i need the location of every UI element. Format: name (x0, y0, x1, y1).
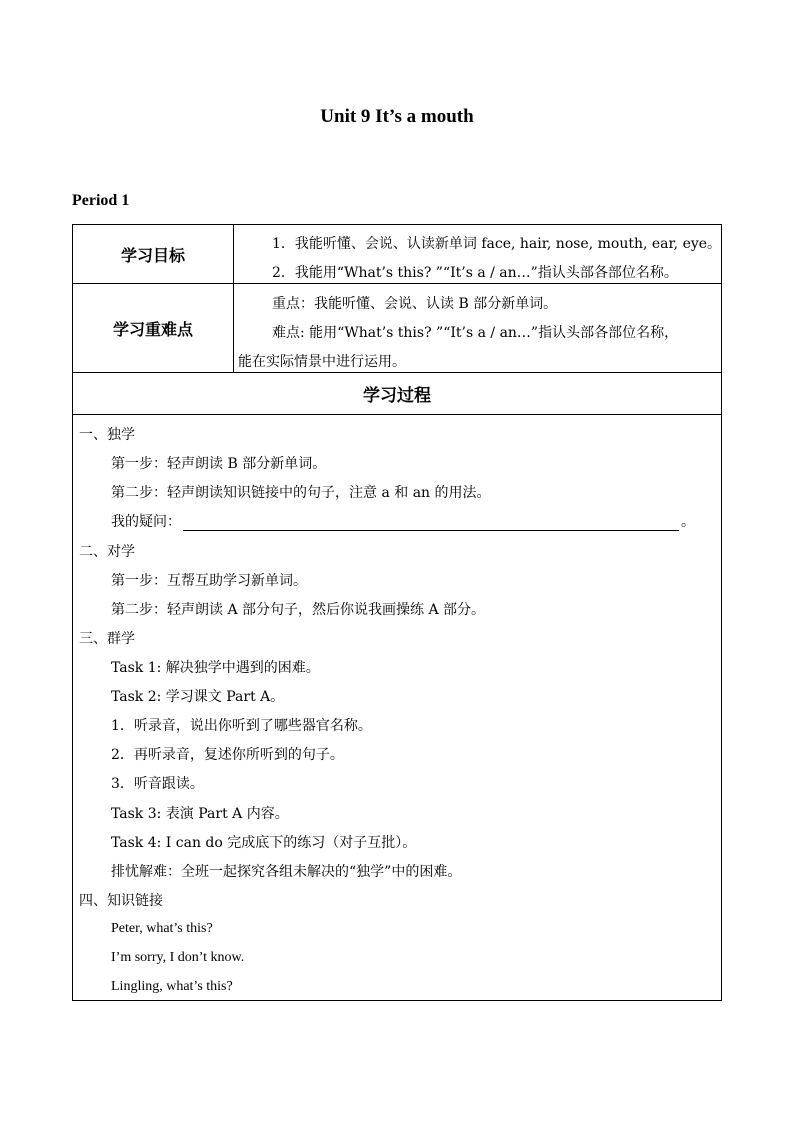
process-content (73, 415, 721, 1000)
section-heading: 三、群学 (79, 631, 135, 647)
task-item: Task 1: 解决独学中遇到的困难。 (111, 660, 320, 676)
key-point-line: 重点：我能听懂、会说、认读 B 部分新单词。 (272, 296, 558, 312)
question-blank[interactable] (183, 516, 679, 531)
section-heading: 四、知识链接 (79, 893, 163, 909)
process-step: 第二步：轻声朗读知识链接中的句子，注意 a 和 an 的用法。 (111, 485, 491, 501)
objectives-row (73, 225, 721, 284)
key-points-content (234, 284, 721, 372)
task-substep: 3．听音跟读。 (111, 776, 204, 792)
difficulty-line: 难点: 能用“What’s this? ”“It’s a / an…”指认头部各部位名称， (272, 325, 679, 341)
objective-item: 2．我能用“What’s this? ”“It’s a / an…”指认头部各部位名称。 (272, 265, 678, 281)
document-title: Unit 9 It’s a mouth (320, 106, 474, 127)
key-points-label: 学习重难点 (73, 284, 234, 372)
section-heading: 二、对学 (79, 544, 135, 560)
process-heading: 学习过程 (73, 373, 721, 415)
difficulty-line-cont: 能在实际情景中进行运用。 (238, 354, 406, 370)
section-heading: 一、独学 (79, 427, 135, 443)
task-substep: 1．听录音，说出你听到了哪些器官名称。 (111, 718, 372, 734)
key-points-row (73, 284, 721, 373)
task-item: Task 4: I can do 完成底下的练习（对子互批）。 (111, 835, 417, 851)
objective-item: 1．我能听懂、会说、认读新单词 face, hair, nose, mouth, ear, eye。 (272, 236, 722, 252)
period-label: Period 1 (72, 192, 130, 209)
process-step: 第一步：互帮互助学习新单词。 (111, 573, 307, 589)
task-substep: 2．再听录音，复述你所听到的句子。 (111, 747, 344, 763)
task-item: Task 3: 表演 Part A 内容。 (111, 806, 289, 822)
process-step: 第二步：轻声朗读 A 部分句子，然后你说我画操练 A 部分。 (111, 602, 486, 618)
question-end: 。 (681, 514, 695, 530)
question-label: 我的疑问： (111, 514, 181, 530)
objectives-label: 学习目标 (73, 225, 234, 283)
dialogue-line: I’m sorry, I don’t know. (111, 950, 245, 965)
task-item: Task 2: 学习课文 Part A。 (111, 689, 285, 705)
dialogue-line: Lingling, what’s this? (111, 979, 233, 994)
problem-solving: 排忧解难：全班一起探究各组未解决的“独学”中的困难。 (111, 864, 462, 880)
dialogue-line: Peter, what’s this? (111, 921, 213, 936)
objectives-content (234, 225, 721, 283)
question-line (111, 511, 695, 531)
lesson-table (72, 224, 722, 1001)
process-step: 第一步：轻声朗读 B 部分新单词。 (111, 456, 327, 472)
